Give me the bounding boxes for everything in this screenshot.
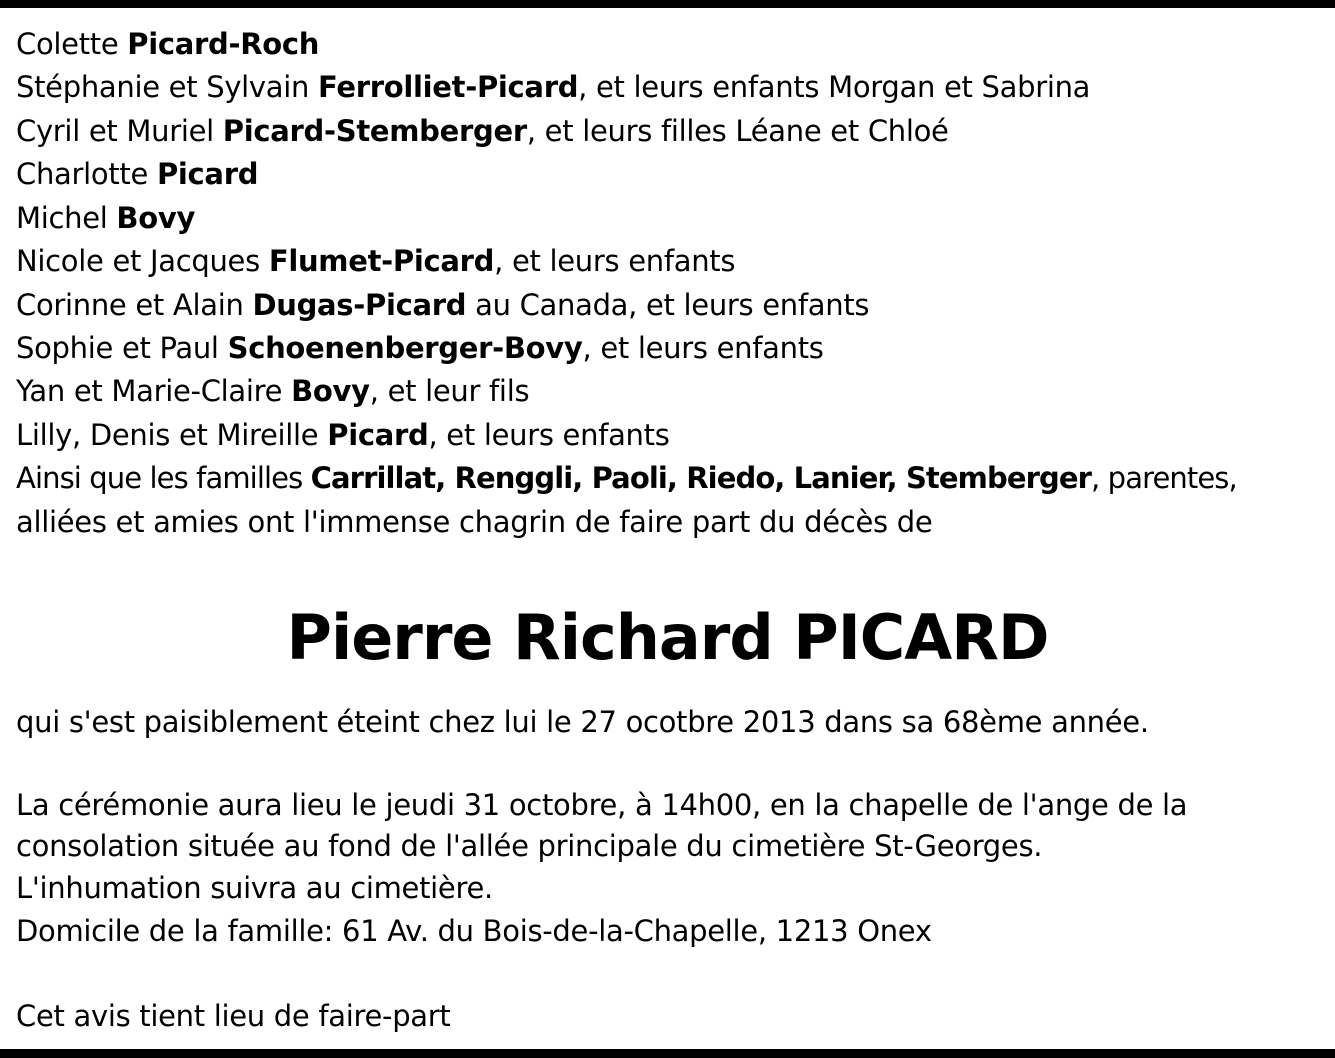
family-line: Cyril et Muriel Picard-Stemberger, et leurs filles Léane et Chloé [16,114,949,148]
family-line: Lilly, Denis et Mireille Picard, et leurs enfants [16,418,670,452]
family-line: Corinne et Alain Dugas-Picard au Canada, et leurs enfants [16,288,870,322]
closing-note: Cet avis tient lieu de faire-part [16,999,451,1033]
bottom-border [0,1049,1335,1058]
announcement-line: alliées et amies ont l'immense chagrin de faire part du décès de [16,505,933,539]
family-line: Colette Picard-Roch [16,27,320,61]
family-line: Nicole et Jacques Flumet-Picard, et leurs enfants [16,244,736,278]
deceased-name: Pierre Richard PICARD [286,601,1049,674]
family-line: Ainsi que les familles Carrillat, Renggli, Paoli, Riedo, Lanier, Stemberger, parentes, [16,461,1237,495]
family-line: Stéphanie et Sylvain Ferrolliet-Picard, et leurs enfants Morgan et Sabrina [16,70,1091,104]
burial-line: L'inhumation suivra au cimetière. [16,871,493,905]
family-line: Yan et Marie-Claire Bovy, et leur fils [16,374,530,408]
ceremony-line: La cérémonie aura lieu le jeudi 31 octobre, à 14h00, en la chapelle de l'ange de la [16,788,1188,822]
top-border [0,0,1335,8]
ceremony-line: consolation située au fond de l'allée principale du cimetière St-Georges. [16,829,1043,863]
family-line: Sophie et Paul Schoenenberger-Bovy, et leurs enfants [16,331,824,365]
family-line: Charlotte Picard [16,157,259,191]
family-line: Michel Bovy [16,201,196,235]
family-address: Domicile de la famille: 61 Av. du Bois-de-la-Chapelle, 1213 Onex [16,914,932,948]
death-notice: qui s'est paisiblement éteint chez lui le 27 ocotbre 2013 dans sa 68ème année. [16,705,1149,739]
